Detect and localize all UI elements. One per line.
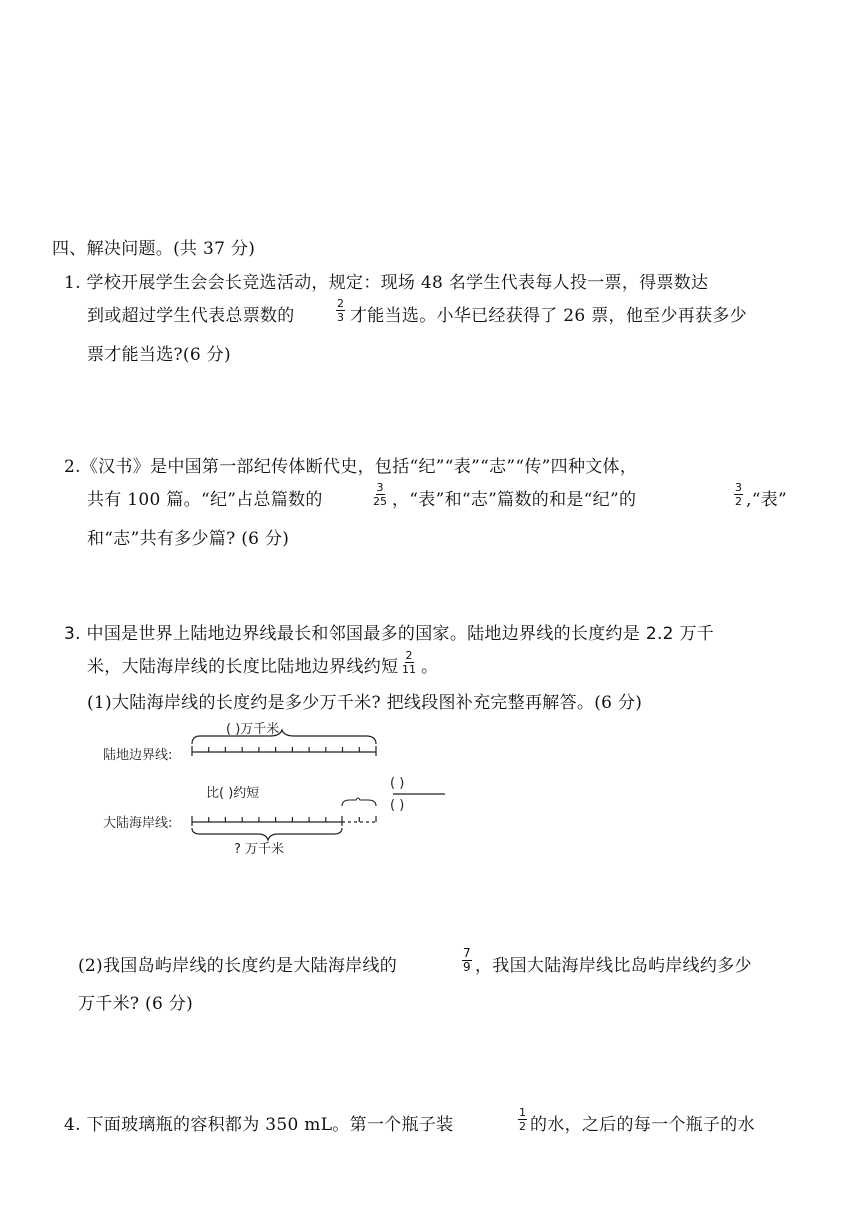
q1-fraction-num: 2: [337, 297, 344, 310]
q3-fraction-den: 11: [402, 663, 416, 676]
q4-fraction: [518, 1107, 527, 1132]
q1-line1: 1. 学校开展学生会会长竞选活动，规定：现场 48 名学生代表每人投一票，得票数达: [64, 273, 709, 293]
q4-fraction-num: 1: [519, 1106, 526, 1119]
q1-fraction: [336, 298, 345, 323]
q2-fraction-2-den: 2: [735, 495, 742, 508]
diagram-top-label: ( )万千米: [226, 722, 280, 737]
q2-fraction-2: [734, 482, 743, 507]
q2-line2-c: ,“表”: [746, 490, 787, 510]
q4-fraction-den: 2: [519, 1120, 526, 1133]
q3-sub2-a: (2)我国岛屿岸线的长度约是大陆海岸线的: [78, 956, 398, 976]
q2-line1: 2.《汉书》是中国第一部纪传体断代史，包括“纪”“表”“志”“传”四种文体，: [64, 457, 638, 477]
q1-line3: 票才能当选?(6 分): [87, 345, 231, 365]
q2-line3: 和“志”共有多少篇? (6 分): [87, 529, 290, 549]
diagram-frac-blank-bottom: ( ): [390, 798, 405, 813]
q3-sub1: (1)大陆海岸线的长度约是多少万千米? 把线段图补充完整再解答。(6 分): [87, 693, 643, 713]
q4-line1-b: 的水，之后的每一个瓶子的水: [530, 1115, 755, 1135]
q3-sub2-fraction-num: 7: [463, 946, 471, 960]
q3-sub2-fraction: [462, 948, 472, 973]
diagram-land-label: 陆地边界线:: [103, 748, 173, 763]
q1-fraction-den: 3: [337, 311, 344, 324]
q4-line1-a: 4. 下面玻璃瓶的容积都为 350 mL。第一个瓶子装: [64, 1115, 454, 1135]
q2-line2-a: 共有 100 篇。“纪”占总篇数的: [87, 490, 323, 510]
q3-line2-a: 米，大陆海岸线的长度比陆地边界线约短: [87, 657, 399, 677]
q2-fraction-2-num: 3: [735, 481, 742, 494]
q1-line2-b: 才能当选。小华已经获得了 26 票，他至少再获多少: [350, 306, 747, 326]
q3-sub2-b: ，我国大陆海岸线比岛屿岸线约多少: [475, 956, 752, 976]
q3-sub2-line2: 万千米? (6 分): [78, 994, 194, 1014]
diagram-compare-label: 比( )约短: [206, 786, 260, 801]
section-title: 四、解决问题。(共 37 分): [52, 239, 256, 259]
land-ticks: [192, 746, 376, 756]
q2-line2-b: ，“表”和“志”篇数的和是“纪”的: [392, 490, 637, 510]
coast-ticks: [192, 816, 376, 826]
q3-fraction-num: 2: [405, 649, 413, 662]
diagram-bottom-label: ? 万千米: [234, 842, 285, 857]
q3-line1: 3. 中国是世界上陆地边界线最长和邻国最多的国家。陆地边界线的长度约是 2.2 万千: [64, 624, 715, 644]
q3-fraction: [402, 650, 416, 675]
q2-fraction-1: [373, 482, 387, 507]
land-brace: [192, 730, 376, 744]
q1-line2-a: 到或超过学生代表总票数的: [87, 306, 295, 326]
q3-line2-b: 。: [421, 657, 439, 677]
diagram-coast-label: 大陆海岸线:: [103, 816, 173, 831]
q2-fraction-1-num: 3: [376, 481, 384, 494]
diagram-frac-blank-top: ( ): [390, 776, 405, 791]
line-segment-diagram: [180, 730, 480, 880]
short-brace: [342, 798, 376, 806]
q2-fraction-1-den: 25: [373, 495, 387, 508]
q3-sub2-fraction-den: 9: [463, 960, 471, 974]
